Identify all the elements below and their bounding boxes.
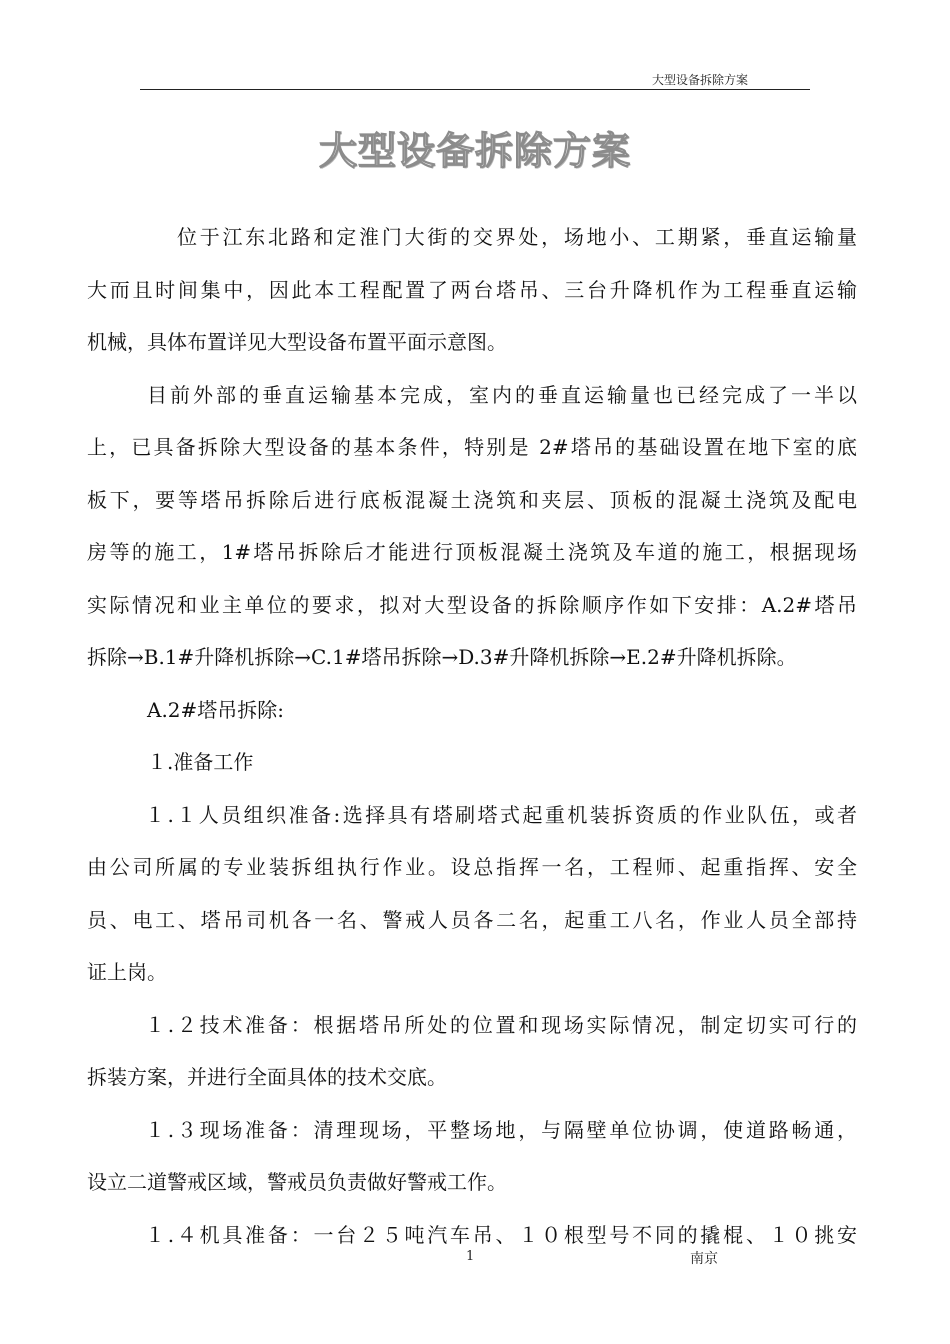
body-line: 位于江东北路和定淮门大街的交界处，场地小、工期紧，垂直运输量 [177, 225, 857, 249]
page-number: 1 [466, 1249, 475, 1264]
body-line: 机械，具体布置详见大型设备布置平面示意图。 [87, 330, 507, 354]
body-line: 证上岗。 [87, 960, 167, 984]
body-line: 大而且时间集中，因此本工程配置了两台塔吊、三台升降机作为工程垂直运输 [87, 277, 857, 302]
body-line: 房等的施工，1#塔吊拆除后才能进行顶板混凝土浇筑及车道的施工，根据现场 [87, 540, 857, 564]
body-line: １.１人员组织准备:选择具有塔刷塔式起重机装拆资质的作业队伍，或者 [145, 802, 857, 827]
body-line: １.２技术准备：根据塔吊所处的位置和现场实际情况，制定切实可行的 [145, 1012, 857, 1037]
section-heading: A.2#塔吊拆除: [147, 697, 285, 722]
body-line: 上，已具备拆除大型设备的基本条件，特别是 2#塔吊的基础设置在地下室的底 [87, 435, 857, 459]
body-line: 实际情况和业主单位的要求，拟对大型设备的拆除顺序作如下安排：A.2#塔吊 [87, 592, 857, 617]
footer-city: 南京 [690, 1251, 718, 1267]
body-line: 员、电工、塔吊司机各一名、警戒人员各二名，起重工八名，作业人员全部持 [87, 907, 857, 932]
body-line: 由公司所属的专业装拆组执行作业。设总指挥一名，工程师、起重指挥、安全 [87, 855, 857, 879]
header-rule [140, 89, 810, 90]
document-body [87, 211, 857, 1261]
body-line: 板下，要等塔吊拆除后进行底板混凝土浇筑和夹层、顶板的混凝土浇筑及配电 [87, 487, 857, 512]
body-line: １.３现场准备：清理现场，平整场地，与隔壁单位协调，使道路畅通， [145, 1117, 857, 1142]
body-line: 设立二道警戒区域，警戒员负责做好警戒工作。 [87, 1170, 507, 1194]
document-title: 大型设备拆除方案 [318, 128, 631, 173]
body-line: １.４机具准备：一台２５吨汽车吊、１０根型号不同的撬棍、１０挑安 [145, 1222, 857, 1247]
subsection-heading: １.准备工作 [147, 750, 254, 774]
running-header: 大型设备拆除方案 [652, 73, 749, 87]
body-line: 目前外部的垂直运输基本完成，室内的垂直运输量也已经完成了一半以 [147, 382, 857, 407]
body-line: 拆除→B.1#升降机拆除→C.1#塔吊拆除→D.3#升降机拆除→E.2#升降机拆除。 [87, 645, 797, 669]
body-line: 拆装方案，并进行全面具体的技术交底。 [87, 1065, 447, 1089]
